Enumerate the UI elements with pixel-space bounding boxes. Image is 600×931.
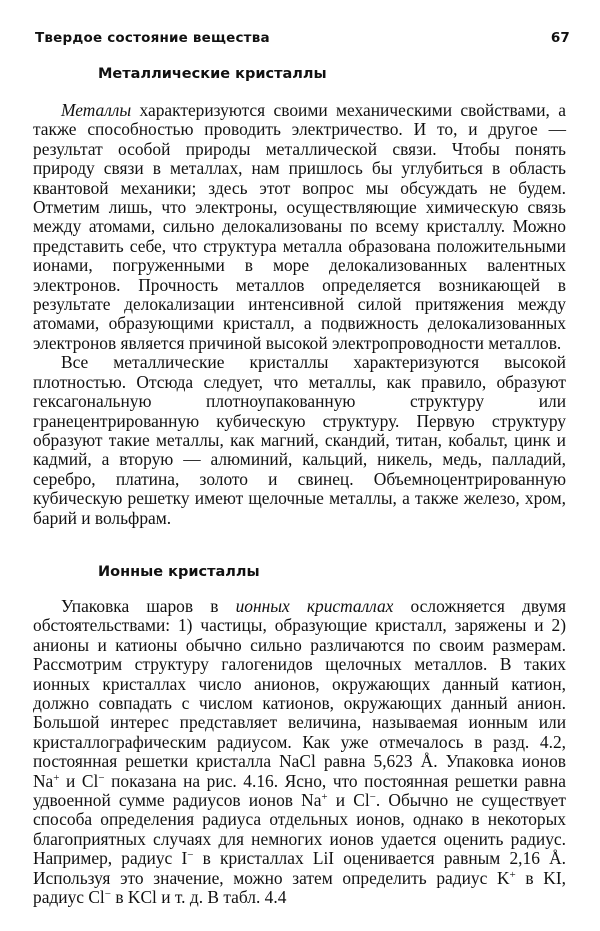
italic-term: Металлы xyxy=(61,100,132,120)
ion-charge: − xyxy=(369,791,376,804)
metallic-section-body xyxy=(33,101,566,528)
paragraph-text: осложняется двумя обстоятельствами: 1) частицы, образующие кристалл, заряжены и 2) анионы и катионы обычно сильно различаются по своим размерам. Рассмотрим структуру галогенидов щелочных металлов. В таких ионных кристаллах число анионов, окружающих данный катион, должно совпадать с числом катионов, окружающих данный анион. Большой интерес представляет величина, называемая ионным или кристаллографическим радиусом. Как уже отмечалось в разд. 4.2, постоянная решетки кристалла NaCl равна 5,623 Å. Упаковка ионов Na xyxy=(33,596,566,791)
paragraph-text: в KCl и т. д. В табл. 4.4 xyxy=(110,887,287,908)
paragraph: Все металлические кристаллы характеризуются высокой плотностью. Отсюда следует, что металлы, как правило, образуют гексагональную плотноупакованную структуру или гранецентрированную кубическую структуру. Первую структуру образуют такие металлы, как магний, скандий, титан, кобальт, цинк и кадмий, а вторую — алюминий, кальций, никель, медь, палладий, серебро, платина, золото и свинец. Объемноцентрированную кубическую решетку имеют щелочные металлы, а также железо, хром, барий и вольфрам. xyxy=(33,352,566,528)
ion-charge: − xyxy=(187,849,194,862)
paragraph-text: показана на рис. 4.16. Ясно, что постоянная решетки равна удвоенной сумме радиусов ионов Na xyxy=(33,770,566,811)
italic-term: ионных кристаллах xyxy=(235,596,394,616)
section-title-ionic: Ионные кристаллы xyxy=(98,564,260,580)
ion-charge: + xyxy=(321,791,328,804)
paragraph xyxy=(33,597,566,908)
section-title-metallic: Металлические кристаллы xyxy=(98,66,327,82)
ion-charge: + xyxy=(53,771,60,784)
paragraph-text: в KI, радиус Cl xyxy=(33,867,566,908)
ionic-section-body xyxy=(33,597,566,908)
paragraph xyxy=(33,101,566,353)
ion-charge: − xyxy=(98,771,105,784)
paragraph-text: Упаковка шаров в xyxy=(61,596,236,616)
paragraph-text: . Обычно не существует способа определения радиуса отдельных ионов, однако в некоторых благоприятных случаях для немногих ионов удается оценить радиус. Например, радиус I xyxy=(33,790,566,869)
paragraph-text: в кристаллах LiI оценивается равным 2,16 Å. Используя это значение, можно затем определить радиус K xyxy=(33,848,567,888)
paragraph-text: и Cl xyxy=(59,770,99,791)
page-number: 67 xyxy=(550,30,570,46)
paragraph-text: и Cl xyxy=(327,790,370,811)
paragraph-text: характеризуются своими механическими свойствами, а также способностью проводить электричество. И то, и другое — результат особой природы металлической связи. Чтобы понять природу связи в металлах, нам пришлось бы углубиться в область квантовой механики; здесь этот вопрос мы обсуждать не будем. Отметим лишь, что электроны, осуществляющие химическую связь между атомами, сильно делокализованы по всему кристаллу. Можно представить себе, что структура металла образована положительными ионами, погруженными в море делокализованных валентных электронов. Прочность металлов определяется возникающей в результате делокализации интенсивной силой притяжения между атомами, образующими кристалл, а подвижность делокализованных электронов является причиной высокой электропроводности металлов. xyxy=(33,100,566,353)
ion-charge: + xyxy=(509,868,516,881)
running-title: Твердое состояние вещества xyxy=(35,30,270,46)
running-header xyxy=(35,30,570,46)
ion-charge: − xyxy=(104,888,111,901)
